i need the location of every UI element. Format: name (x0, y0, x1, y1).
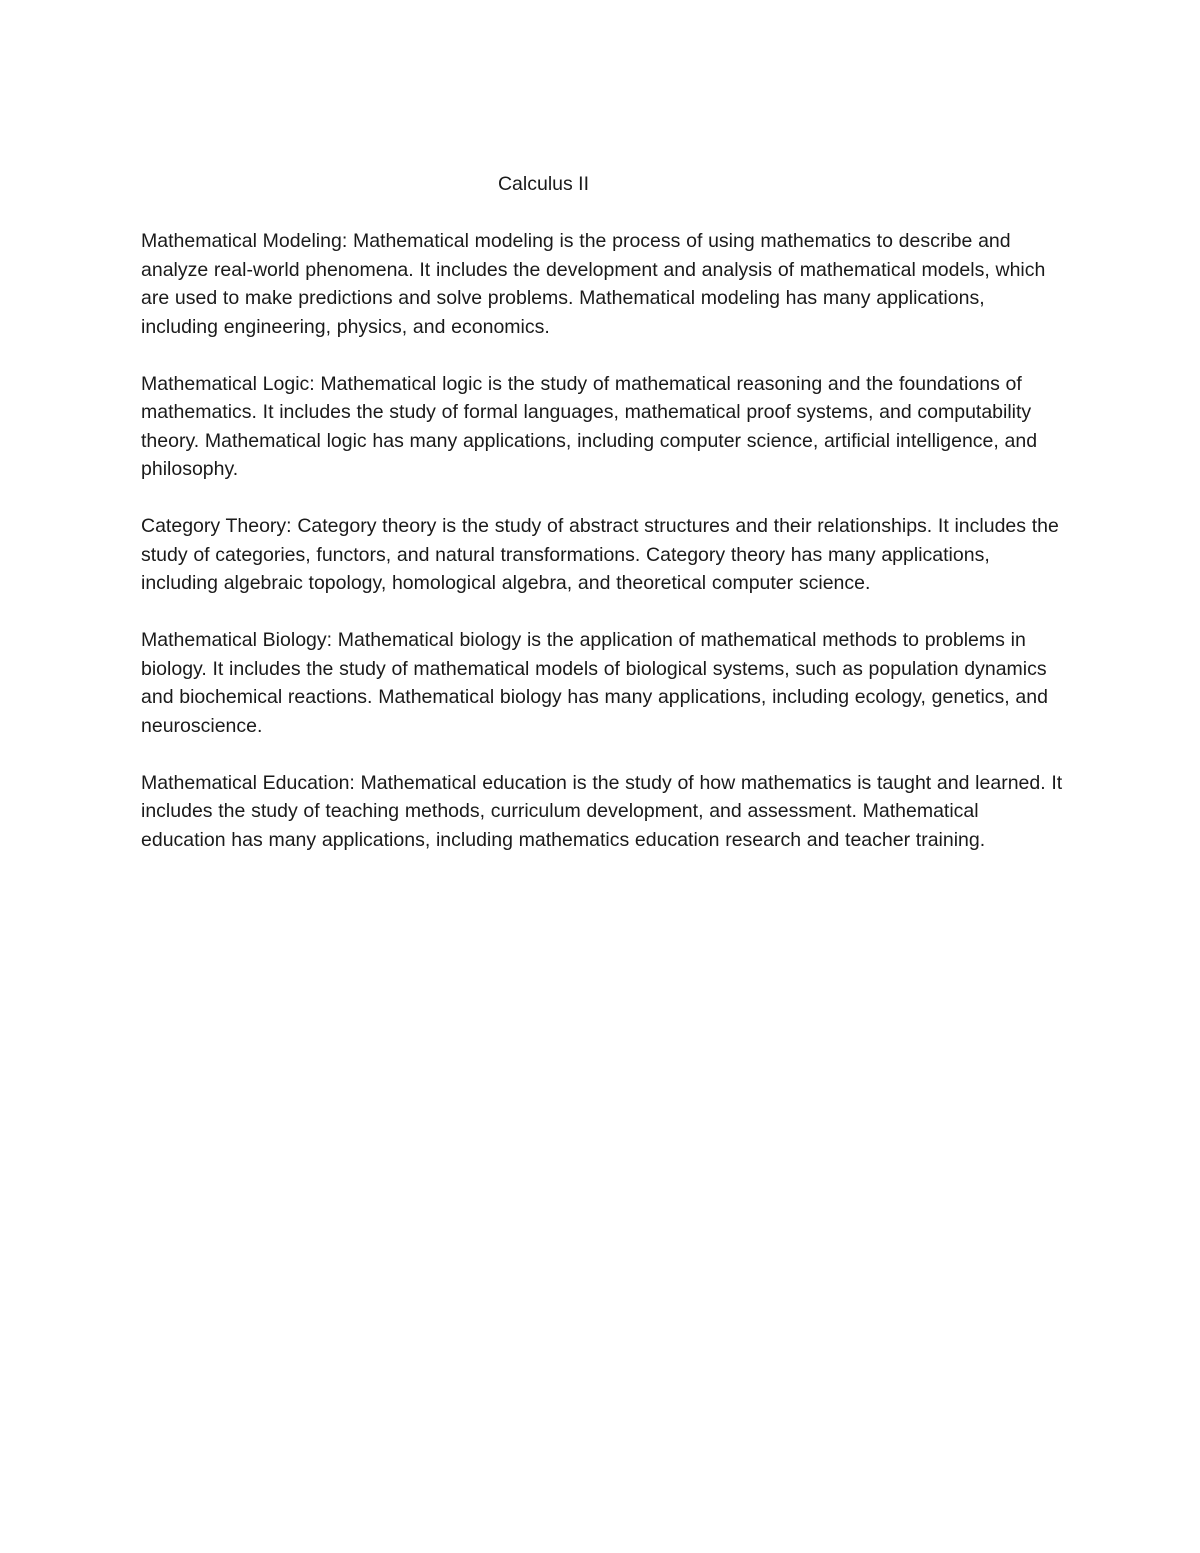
document-title: Calculus II (497, 173, 590, 195)
paragraph-mathematical-biology: Mathematical Biology: Mathematical biology is the application of mathematical methods to problems in biology. It includes the study of mathematical models of biological systems, such as population dynamics and biochemical reactions. Mathematical biology has many applications, including ecology, genetics, and neuroscience. (141, 629, 1048, 737)
paragraph-mathematical-education: Mathematical Education: Mathematical education is the study of how mathematics is taught and learned. It includes the study of teaching methods, curriculum development, and assessment. Mathematical education has many applications, including mathematics education research and teacher training. (141, 771, 1063, 851)
paragraph-mathematical-modeling: Mathematical Modeling: Mathematical modeling is the process of using mathematics to describe and analyze real-world phenomena. It includes the development and analysis of mathematical models, which are used to make predictions and solve problems. Mathematical modeling has many applications, including engineering, physics, and economics. (141, 230, 1046, 338)
paragraph-category-theory: Category Theory: Category theory is the study of abstract structures and their relationships. It includes the study of categories, functors, and natural transformations. Category theory has many applications, including algebraic topology, homological algebra, and theoretical computer science. (141, 515, 1059, 594)
document-body (141, 227, 1066, 883)
paragraph-mathematical-logic: Mathematical Logic: Mathematical logic is the study of mathematical reasoning and the foundations of mathematics. It includes the study of formal languages, mathematical proof systems, and computability theory. Mathematical logic has many applications, including computer science, artificial intelligence, and philosophy. (141, 372, 1038, 480)
